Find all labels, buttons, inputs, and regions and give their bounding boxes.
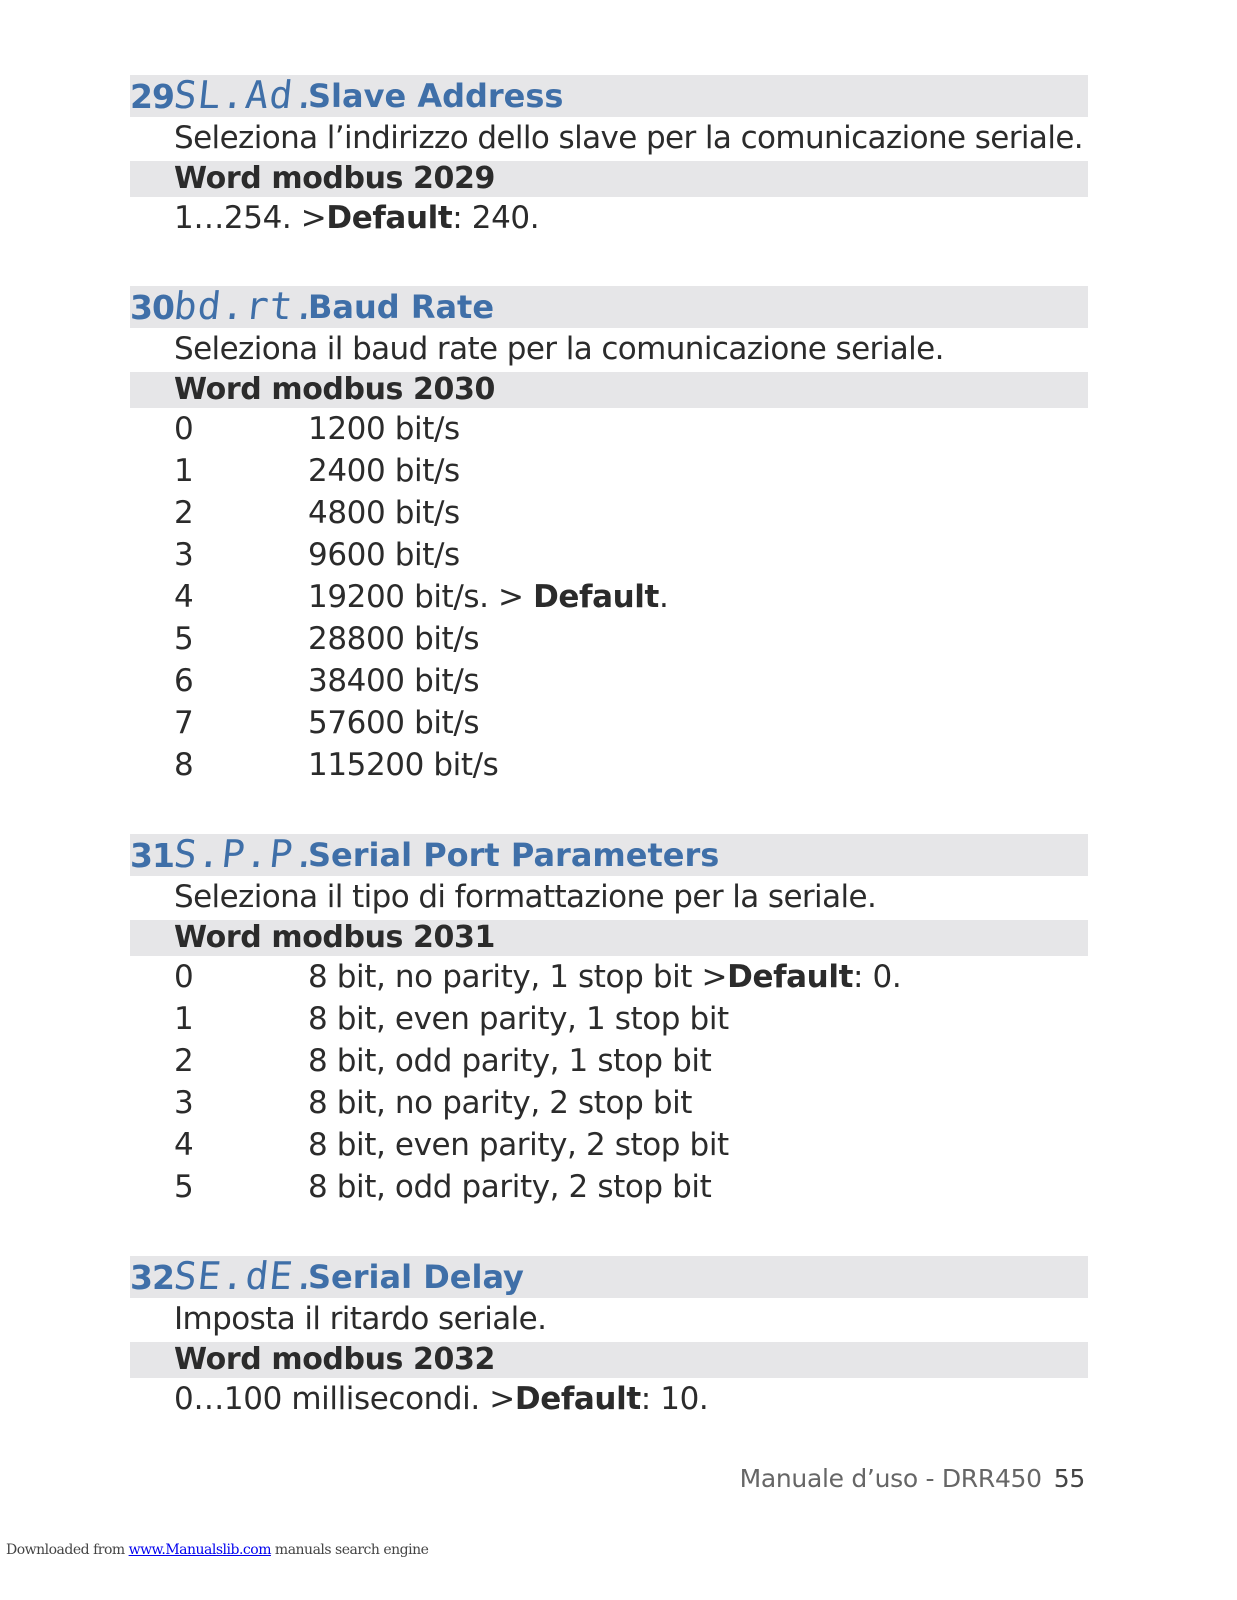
section-title: Slave Address [308, 77, 564, 115]
default-value: : 240. [452, 200, 540, 236]
option-value: 8 bit, odd parity, 1 stop bit [308, 1043, 712, 1079]
section-header [130, 286, 1088, 328]
manualslib-link[interactable]: www.Manualslib.com [128, 1542, 271, 1558]
modbus-word: Word modbus 2031 [130, 920, 1088, 956]
option-key: 8 [174, 747, 194, 783]
section-header [130, 75, 1088, 117]
option-key: 0 [174, 959, 194, 995]
download-suffix: manuals search engine [270, 1542, 429, 1558]
param-section-31 [130, 834, 1088, 1208]
section-title: Serial Port Parameters [308, 836, 720, 874]
option-row [130, 450, 1088, 492]
option-value: 57600 bit/s [308, 705, 480, 741]
section-number: 29 [130, 77, 174, 116]
option-row-default [130, 576, 1088, 618]
display-code: SE.dE. [171, 1254, 320, 1298]
range-text: 0…100 millisecondi. > [174, 1381, 515, 1417]
default-label: Default [727, 959, 853, 995]
option-value: 38400 bit/s [308, 663, 480, 699]
option-row [130, 1124, 1088, 1166]
download-note [6, 1542, 428, 1558]
section-number: 32 [130, 1258, 174, 1297]
option-value: 8 bit, even parity, 1 stop bit [308, 1001, 729, 1037]
option-key: 2 [174, 1043, 194, 1079]
option-value: 28800 bit/s [308, 621, 480, 657]
section-description: Seleziona il tipo di formattazione per la seriale. [174, 879, 877, 915]
option-value: 8 bit, no parity, 1 stop bit > [308, 959, 728, 995]
option-key: 5 [174, 1169, 194, 1205]
download-prefix: Downloaded from [6, 1542, 129, 1558]
option-key: 4 [174, 1127, 194, 1163]
option-key: 0 [174, 411, 194, 447]
option-key: 5 [174, 621, 194, 657]
default-label: Default [533, 579, 659, 615]
page-number: 55 [1053, 1464, 1085, 1493]
default-suffix: . [658, 579, 669, 615]
option-row [130, 660, 1088, 702]
display-code: SL.Ad. [171, 73, 320, 117]
option-value: 115200 bit/s [308, 747, 499, 783]
modbus-word: Word modbus 2032 [130, 1342, 1088, 1378]
option-key: 1 [174, 453, 194, 489]
option-value: 19200 bit/s. > [308, 579, 534, 615]
option-value: 8 bit, even parity, 2 stop bit [308, 1127, 729, 1163]
option-key: 1 [174, 1001, 194, 1037]
option-value: 4800 bit/s [308, 495, 460, 531]
option-key: 7 [174, 705, 194, 741]
option-row [130, 618, 1088, 660]
option-key: 6 [174, 663, 194, 699]
option-key: 4 [174, 579, 194, 615]
option-row [130, 492, 1088, 534]
option-row [130, 702, 1088, 744]
range-row [130, 197, 1088, 239]
section-number: 31 [130, 836, 174, 875]
default-suffix: : 0. [853, 959, 902, 995]
default-label: Default [514, 1381, 641, 1417]
option-value: 8 bit, no parity, 2 stop bit [308, 1085, 693, 1121]
range-text: 1…254. > [174, 200, 327, 236]
option-row [130, 1082, 1088, 1124]
option-row [130, 534, 1088, 576]
section-title: Baud Rate [308, 288, 495, 326]
option-value: 1200 bit/s [308, 411, 460, 447]
option-row [130, 1040, 1088, 1082]
param-section-29 [130, 75, 1088, 239]
option-key: 2 [174, 495, 194, 531]
option-row-default [130, 956, 1088, 998]
section-title: Serial Delay [308, 1258, 524, 1296]
section-header [130, 834, 1088, 876]
section-description: Seleziona il baud rate per la comunicazione seriale. [174, 331, 944, 367]
default-label: Default [326, 200, 453, 236]
option-row [130, 998, 1088, 1040]
option-key: 3 [174, 1085, 194, 1121]
option-row [130, 408, 1088, 450]
param-section-32 [130, 1256, 1088, 1420]
section-number: 30 [130, 288, 174, 327]
option-row [130, 744, 1088, 786]
default-value: : 10. [640, 1381, 709, 1417]
param-section-30 [130, 286, 1088, 786]
range-row [130, 1378, 1088, 1420]
section-header [130, 1256, 1088, 1298]
option-value: 2400 bit/s [308, 453, 460, 489]
section-description: Imposta il ritardo seriale. [174, 1301, 547, 1337]
option-row [130, 1166, 1088, 1208]
modbus-word: Word modbus 2030 [130, 372, 1088, 408]
page-footer [740, 1464, 1085, 1493]
option-value: 8 bit, odd parity, 2 stop bit [308, 1169, 712, 1205]
modbus-word: Word modbus 2029 [130, 161, 1088, 197]
display-code: S.P.P. [171, 832, 320, 876]
manual-title: Manuale d’uso - DRR450 [739, 1464, 1042, 1493]
option-value: 9600 bit/s [308, 537, 460, 573]
display-code: bd.rt. [171, 284, 320, 328]
option-key: 3 [174, 537, 194, 573]
section-description: Seleziona l’indirizzo dello slave per la comunicazione seriale. [174, 120, 1084, 156]
